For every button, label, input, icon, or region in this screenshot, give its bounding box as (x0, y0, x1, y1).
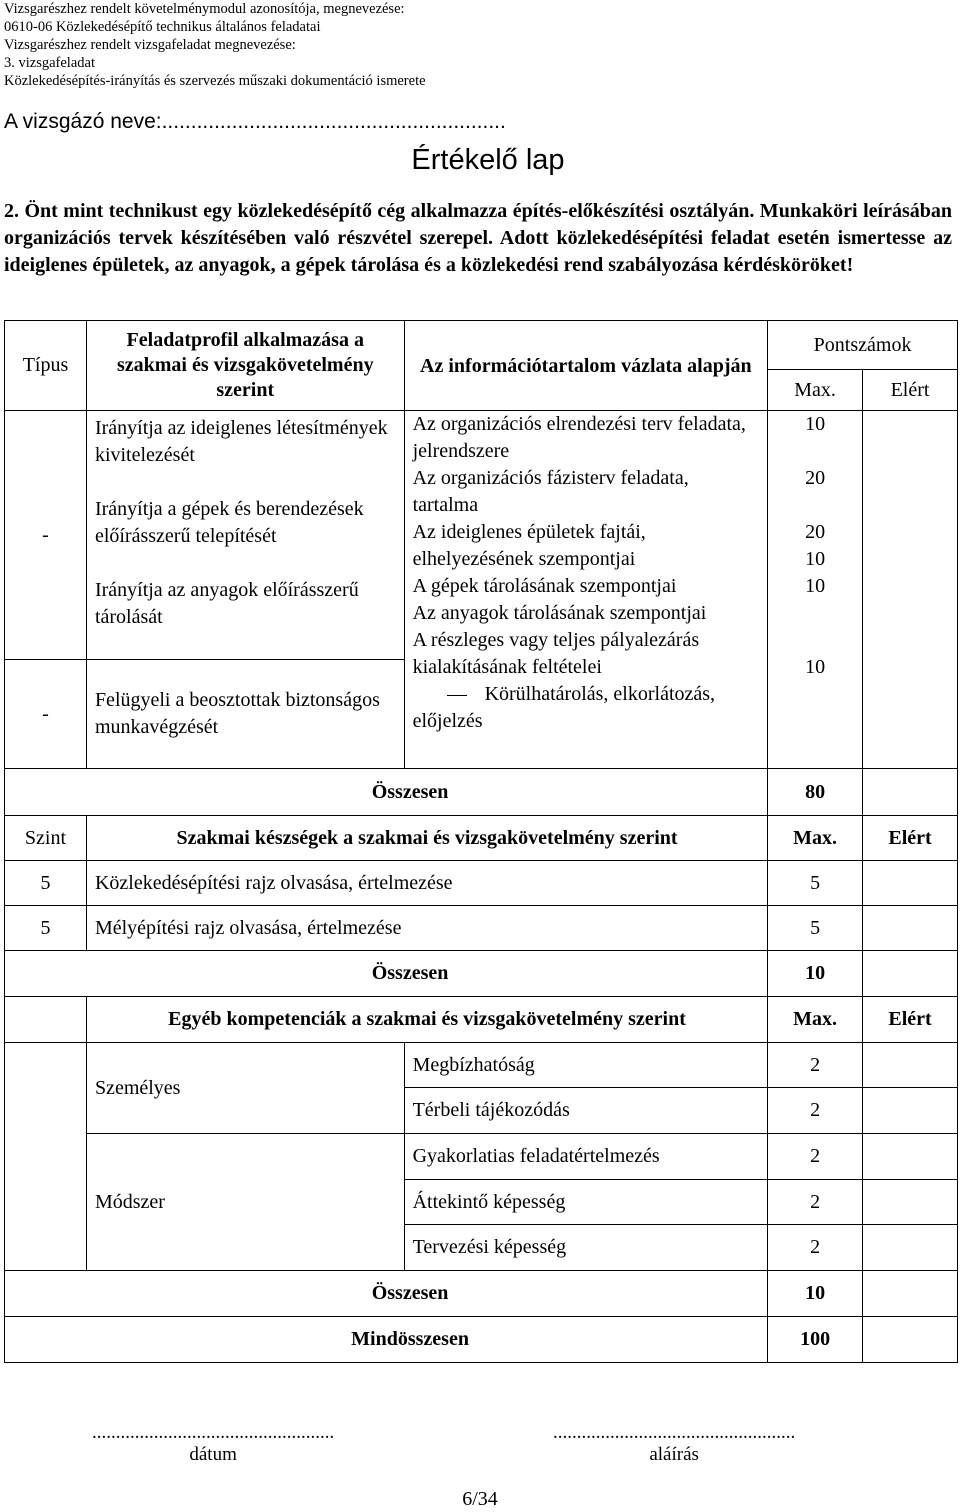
total-max: 80 (768, 769, 863, 816)
max-value: 20 (805, 521, 826, 543)
total-label: Összesen (5, 951, 768, 997)
col-header-max: Max. (768, 816, 863, 861)
date-signature-block (92, 1422, 334, 1466)
competency-name: Gyakorlatias feladatértelmezés (404, 1134, 768, 1180)
competency-achieved[interactable] (863, 1043, 958, 1088)
grand-total-label: Mindösszesen (5, 1317, 768, 1363)
profile-item: Irányítja a gépek és berendezések előírásszerű telepítését (94, 498, 364, 547)
col-header-elert: Elért (863, 816, 958, 861)
max-value: 10 (805, 413, 826, 435)
competency-achieved[interactable] (863, 1134, 958, 1180)
task-description: 2. Önt mint technikust egy közlekedésépítő cég alkalmazza építés-előkészítési osztályán. Munkaköri leírásában organizációs tervek készítésében való részvétel szerepel. Adott közlekedésépítési feladat esetén ismertesse az ideiglenes épületek, az anyagok, a gépek tárolása és a közlekedési rend szabályozása kérdésköröket! (4, 200, 952, 276)
skill-achieved[interactable] (863, 861, 958, 906)
info-item: Az organizációs fázisterv feladata, tartalma (412, 467, 689, 516)
profile-item: Felügyeli a beosztottak biztonságos munkavégzését (86, 660, 404, 769)
max-value: 10 (805, 656, 826, 678)
type-cell: - (5, 411, 87, 660)
dash-bullet-icon (447, 695, 467, 696)
max-cell (768, 411, 863, 769)
competency-name: Térbeli tájékozódás (404, 1088, 768, 1134)
total-max: 10 (768, 951, 863, 997)
col-header-skills: Szakmai készségek a szakmai és vizsgakövetelmény szerint (86, 816, 767, 861)
achieved-cell[interactable] (863, 411, 958, 769)
header-line: Vizsgarészhez rendelt vizsgafeladat megnevezése: (4, 37, 296, 53)
competency-name: Áttekintő képesség (404, 1180, 768, 1225)
col-header-max: Max. (768, 997, 863, 1043)
info-item: A részleges vagy teljes pályalezárás kialakításának feltételei (412, 629, 700, 678)
info-cell (404, 411, 768, 769)
competency-achieved[interactable] (863, 1225, 958, 1271)
signature-label: aláírás (649, 1444, 699, 1465)
date-dots: ................................................... (92, 1422, 335, 1443)
grand-total-achieved[interactable] (863, 1317, 958, 1363)
skill-achieved[interactable] (863, 906, 958, 951)
info-subitem (413, 681, 760, 735)
col-header-tipus: Típus (5, 321, 87, 411)
col-header-max: Max. (768, 370, 863, 411)
info-item: A gépek tárolásának szempontjai (412, 575, 677, 597)
page-title: Értékelő lap (411, 144, 565, 176)
col-header-profile: Feladatprofil alkalmazása a szakmai és vizsgakövetelmény szerint (86, 321, 404, 411)
profile-item: Irányítja az ideiglenes létesítmények kivitelezését (94, 417, 388, 466)
total-achieved[interactable] (863, 769, 958, 816)
total-achieved[interactable] (863, 951, 958, 997)
candidate-name-line: A vizsgázó neve:........................................................... (4, 110, 506, 133)
skill-name: Mélyépítési rajz olvasása, értelmezése (86, 906, 767, 951)
competency-max: 2 (768, 1088, 863, 1134)
total-max: 10 (768, 1271, 863, 1317)
info-subitem-text: Körülhatárolás, elkorlátozás, előjelzés (412, 683, 716, 732)
competency-max: 2 (768, 1180, 863, 1225)
competency-max: 2 (768, 1134, 863, 1180)
header-line: 3. vizsgafeladat (4, 55, 95, 71)
type-cell: - (5, 660, 87, 769)
signature-block (553, 1422, 795, 1466)
col-header-points: Pontszámok (768, 321, 958, 370)
content-scoring-table (4, 320, 958, 1363)
max-value: 10 (805, 575, 826, 597)
col-header-competencies: Egyéb kompetenciák a szakmai és vizsgakövetelmény szerint (86, 997, 767, 1043)
page-number: 6/34 (462, 1488, 498, 1510)
grand-total-max: 100 (768, 1317, 863, 1363)
total-label: Összesen (5, 769, 768, 816)
competency-group: Személyes (86, 1043, 404, 1134)
competency-max: 2 (768, 1043, 863, 1088)
col-header-elert: Elért (863, 370, 958, 411)
max-value: 20 (805, 467, 826, 489)
competency-group: Módszer (86, 1134, 404, 1271)
profile-cell (86, 411, 404, 660)
col-header-szint: Szint (5, 816, 87, 861)
col-header-info: Az információtartalom vázlata alapján (404, 321, 768, 411)
max-value: 10 (805, 548, 826, 570)
header-line: Vizsgarészhez rendelt követelménymodul azonosítója, megnevezése: (4, 1, 405, 17)
info-item: Az ideiglenes épületek fajtái, elhelyezésének szempontjai (412, 521, 646, 570)
competency-max: 2 (768, 1225, 863, 1271)
profile-item: Irányítja az anyagok előírásszerű tárolását (94, 579, 359, 628)
info-item: Az organizációs elrendezési terv feladata, jelrendszere (412, 413, 746, 462)
skill-level: 5 (5, 861, 87, 906)
competency-achieved[interactable] (863, 1088, 958, 1134)
competency-name: Tervezési képesség (404, 1225, 768, 1271)
empty-cell (5, 997, 87, 1043)
skill-level: 5 (5, 906, 87, 951)
skill-max: 5 (768, 861, 863, 906)
document-header (4, 0, 426, 90)
empty-cell (5, 1043, 87, 1271)
date-label: dátum (189, 1444, 237, 1465)
signature-dots: ................................................... (553, 1422, 796, 1443)
skill-max: 5 (768, 906, 863, 951)
total-label: Összesen (5, 1271, 768, 1317)
competency-name: Megbízhatóság (404, 1043, 768, 1088)
header-line: Közlekedésépítés-irányítás és szervezés műszaki dokumentáció ismerete (4, 73, 426, 89)
col-header-elert: Elért (863, 997, 958, 1043)
total-achieved[interactable] (863, 1271, 958, 1317)
competency-achieved[interactable] (863, 1180, 958, 1225)
info-item: Az anyagok tárolásának szempontjai (412, 602, 707, 624)
skill-name: Közlekedésépítési rajz olvasása, értelmezése (86, 861, 767, 906)
header-line: 0610-06 Közlekedésépítő technikus általános feladatai (4, 19, 321, 35)
